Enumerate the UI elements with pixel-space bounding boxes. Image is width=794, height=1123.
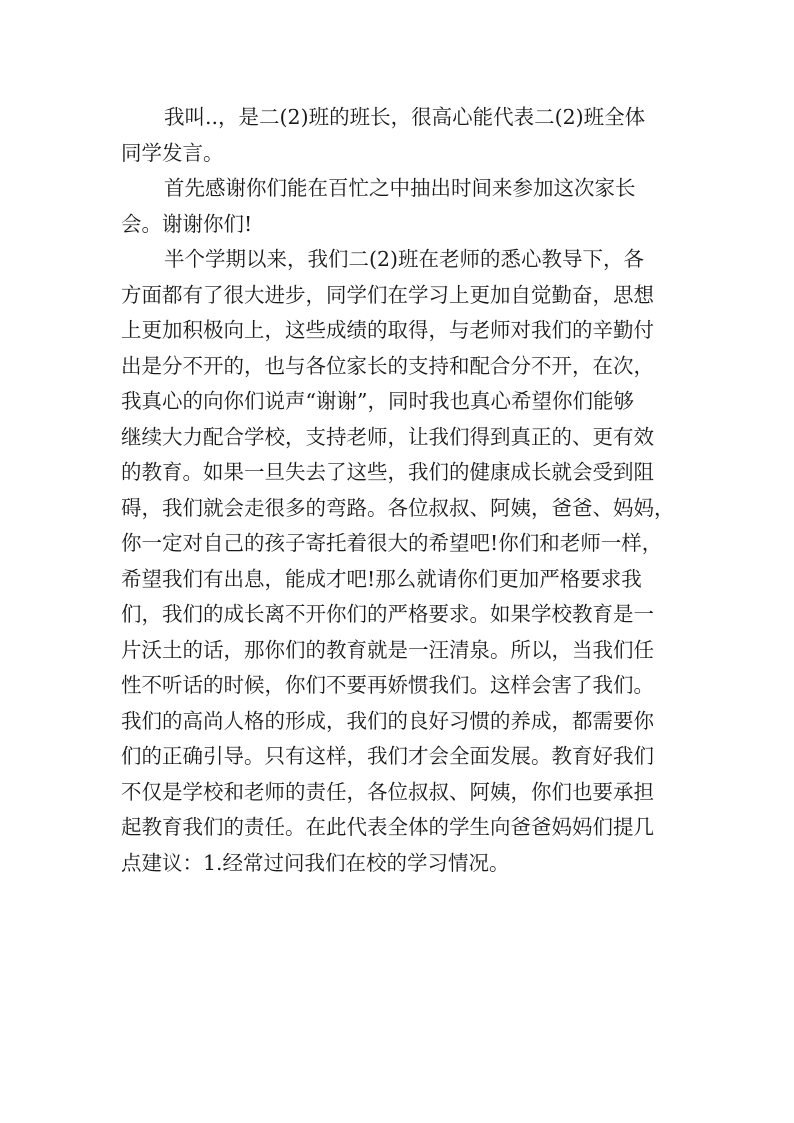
text-line: 出是分不开的，也与各位家长的支持和配合分不开，在次， <box>121 353 654 378</box>
text-line: 我叫..，是二(2)班的班长，很高心能代表二(2)班全体 <box>164 105 646 129</box>
text-line: 我真心的向你们说声“谢谢”，同时我也真心希望你们能够 <box>121 389 634 413</box>
text-line: 上更加积极向上，这些成绩的取得，与老师对我们的辛勤付 <box>121 318 654 342</box>
text-line: 继续大力配合学校，支持老师，让我们得到真正的、更有效 <box>121 424 654 449</box>
text-line: 性不听话的时候，你们不要再娇惯我们。这样会害了我们。 <box>121 673 654 697</box>
text-line: 会。谢谢你们! <box>121 211 253 236</box>
text-line: 首先感谢你们能在百忙之中抽出时间来参加这次家长 <box>164 176 636 200</box>
text-line: 不仅是学校和老师的责任，各位叔叔、阿姨，你们也要承担 <box>121 779 654 804</box>
speech-text <box>121 100 683 881</box>
text-line: 希望我们有出息，能成才吧!那么就请你们更加严格要求我 <box>121 566 642 591</box>
text-line: 你一定对自己的孩子寄托着很大的希望吧!你们和老师一样， <box>121 531 663 555</box>
text-line: 们，我们的成长离不开你们的严格要求。如果学校教育是一 <box>121 602 654 626</box>
text-line: 点建议：1.经常过问我们在校的学习情况。 <box>121 850 510 875</box>
text-line: 半个学期以来，我们二(2)班在老师的悉心教导下，各 <box>164 247 645 271</box>
text-line: 同学发言。 <box>121 140 224 165</box>
text-line: 碍，我们就会走很多的弯路。各位叔叔、阿姨，爸爸、妈妈， <box>121 495 675 520</box>
text-line: 起教育我们的责任。在此代表全体的学生向爸爸妈妈们提几 <box>121 815 654 839</box>
text-line: 我们的高尚人格的形成，我们的良好习惯的养成，都需要你 <box>121 708 654 733</box>
text-line: 方面都有了很大进步，同学们在学习上更加自觉勤奋，思想 <box>121 282 654 307</box>
text-line: 片沃土的话，那你们的教育就是一汪清泉。所以，当我们任 <box>121 637 654 662</box>
text-line: 们的正确引导。只有这样，我们才会全面发展。教育好我们 <box>121 744 654 768</box>
text-line: 的教育。如果一旦失去了这些，我们的健康成长就会受到阻 <box>121 460 654 484</box>
